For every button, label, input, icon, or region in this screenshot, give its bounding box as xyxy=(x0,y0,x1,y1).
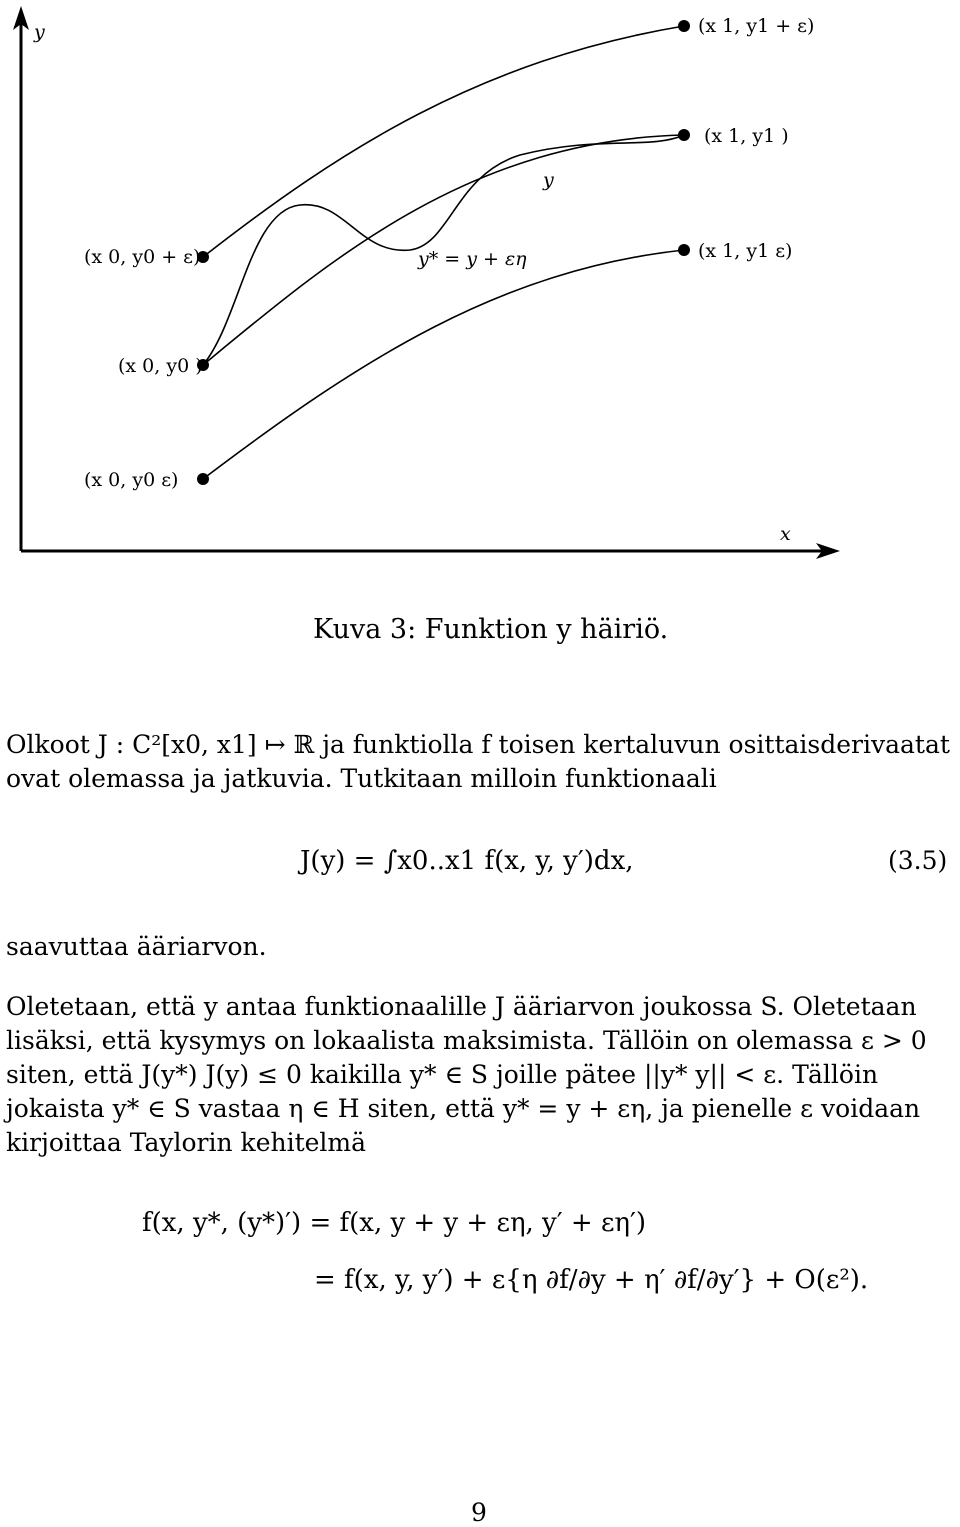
para2-line2: lisäksi, että kysymys on lokaalista maksimista. Tällöin on olemassa ε > 0 xyxy=(6,1026,927,1055)
equation-number: (3.5) xyxy=(888,846,948,875)
point-x1-y1-minus-eps xyxy=(678,244,690,256)
perturbation-figure xyxy=(0,0,960,600)
equation-3-5: J(y) = ∫x0..x1 f(x, y, y′)dx, xyxy=(300,846,634,876)
point-x0-y0-minus-eps xyxy=(197,473,209,485)
x-axis-label: x xyxy=(780,523,791,545)
para2-line4: jokaista y* ∈ S vastaa η ∈ H siten, että y* = y + εη, ja pienelle ε voidaan xyxy=(6,1094,921,1123)
paragraph-2 xyxy=(6,990,958,1160)
para1-line1: Olkoot J : C²[x0, x1] ↦ ℝ ja funktiolla f toisen kertaluvun osittaisderivaatat xyxy=(6,730,950,759)
label-x0-y0: (x 0, y0 ) xyxy=(118,355,203,377)
point-x1-y1 xyxy=(678,129,690,141)
label-x1-y1: (x 1, y1 ) xyxy=(704,125,789,147)
taylor-line-2: = f(x, y, y′) + ε{η ∂f/∂y + η′ ∂f/∂y′} + O(ε²). xyxy=(314,1265,869,1295)
para1-line3: saavuttaa ääriarvon. xyxy=(6,932,267,961)
para2-line3: siten, että J(y*) J(y) ≤ 0 kaikilla y* ∈ S joille pätee ||y* y|| < ε. Tällöin xyxy=(6,1060,879,1089)
figure-caption: Kuva 3: Funktion y häiriö. xyxy=(313,614,669,645)
label-x0-y0-plus-eps: (x 0, y0 + ε) xyxy=(84,246,201,268)
curve-label-y: y xyxy=(543,169,554,191)
label-x1-y1-plus-eps: (x 1, y1 + ε) xyxy=(698,15,815,37)
curve-lower xyxy=(203,250,684,479)
page-number: 9 xyxy=(471,1498,487,1527)
para1-line2: ovat olemassa ja jatkuvia. Tutkitaan milloin funktionaali xyxy=(6,764,717,793)
curve-label-ystar: y* = y + εη xyxy=(418,248,527,270)
paragraph-1 xyxy=(6,728,958,796)
para2-line1: Oletetaan, että y antaa funktionaalille J ääriarvon joukossa S. Oletetaan xyxy=(6,992,917,1021)
para2-line5: kirjoittaa Taylorin kehitelmä xyxy=(6,1128,367,1157)
point-x1-y1-plus-eps xyxy=(678,20,690,32)
y-axis-label: y xyxy=(34,21,45,43)
label-x1-y1-minus-eps: (x 1, y1 ε) xyxy=(698,240,793,262)
label-x0-y0-minus-eps: (x 0, y0 ε) xyxy=(84,469,179,491)
taylor-line-1: f(x, y*, (y*)′) = f(x, y + y + εη, y′ + εη′) xyxy=(142,1208,647,1238)
